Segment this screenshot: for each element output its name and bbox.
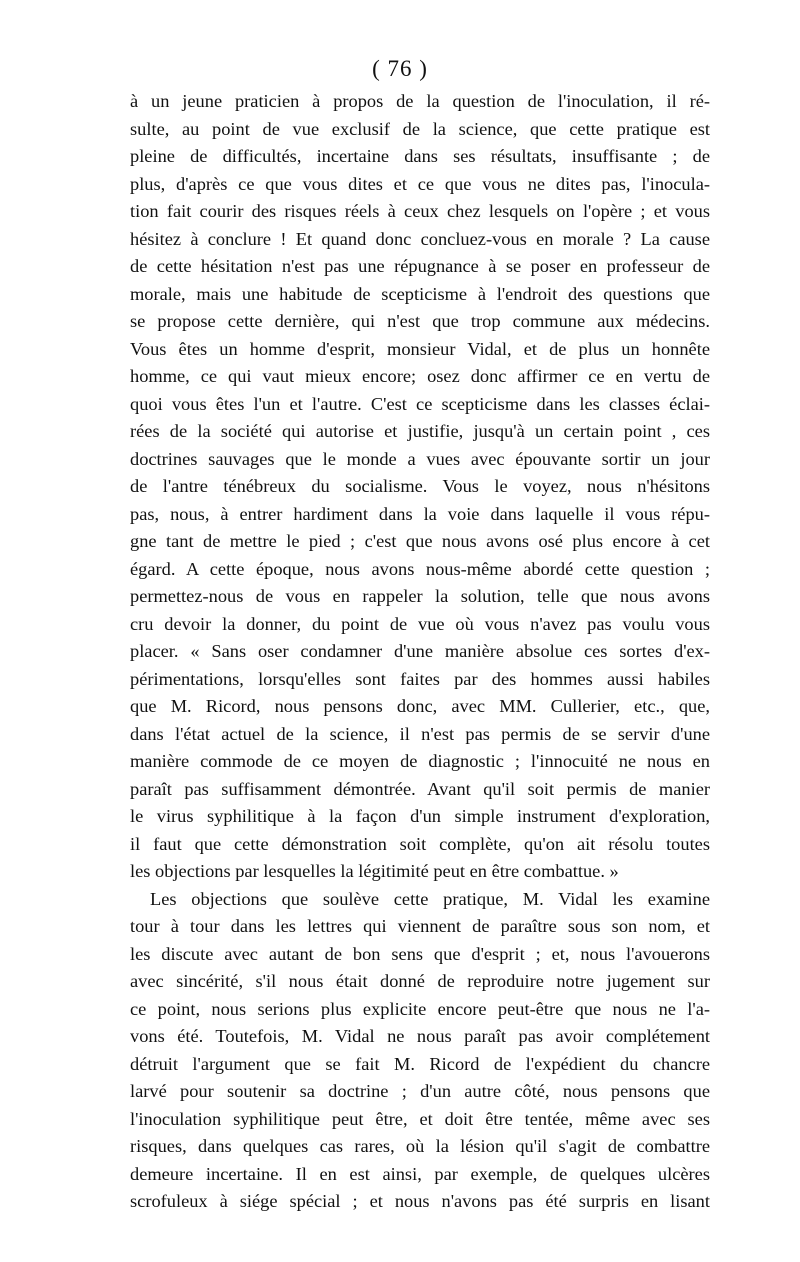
text-line: permettez-nous de vous en rappeler la solution, telle que nous avons	[130, 586, 710, 606]
text-line: de l'antre ténébreux du socialisme. Vous le voyez, nous n'hésitons	[130, 476, 710, 496]
text-line: le virus syphilitique à la façon d'un simple instrument d'exploration,	[130, 806, 710, 826]
page-number: ( 76 )	[372, 56, 428, 81]
text-line: détruit l'argument que se fait M. Ricord de l'expédient du chancre	[130, 1053, 710, 1074]
text-line: égard. A cette époque, nous avons nous-même abordé cette question ;	[130, 558, 710, 579]
text-line: larvé pour soutenir sa doctrine ; d'un autre côté, nous pensons que	[130, 1081, 710, 1101]
text-line: tour à tour dans les lettres qui viennent de paraître sous son nom, et	[130, 916, 710, 936]
text-line: avec sincérité, s'il nous était donné de reproduire notre jugement sur	[130, 971, 710, 991]
text-line: à un jeune praticien à propos de la question de l'inoculation, il ré-	[130, 91, 710, 111]
text-line: il faut que cette démonstration soit complète, qu'on ait résolu toutes	[130, 833, 710, 854]
text-line: quoi vous êtes l'un et l'autre. C'est ce scepticisme dans les classes éclai-	[130, 393, 710, 414]
text-line: morale, mais une habitude de scepticisme à l'endroit des questions que	[130, 283, 710, 304]
body-text	[130, 88, 710, 1216]
text-line: vons été. Toutefois, M. Vidal ne nous paraît pas avoir complétement	[130, 1026, 710, 1046]
text-line: pas, nous, à entrer hardiment dans la voie dans laquelle il vous répu-	[130, 503, 710, 524]
text-line: gne tant de mettre le pied ; c'est que nous avons osé plus encore à cet	[130, 531, 710, 551]
text-line: l'inoculation syphilitique peut être, et doit être tentée, même avec ses	[130, 1108, 710, 1129]
text-line: scrofuleux à siége spécial ; et nous n'avons pas été surpris en lisant	[130, 1191, 710, 1211]
text-line: risques, dans quelques cas rares, où la lésion qu'il s'agit de combattre	[130, 1136, 710, 1156]
text-line: homme, ce qui vaut mieux encore; osez donc affirmer ce en vertu de	[130, 366, 710, 386]
text-line: les discute avec autant de bon sens que d'esprit ; et, nous l'avouerons	[130, 943, 710, 964]
text-line: périmentations, lorsqu'elles sont faites par des hommes aussi habiles	[130, 668, 710, 689]
paragraph-end-line: les objections par lesquelles la légitimité peut en être combattue. »	[130, 861, 619, 881]
text-line: dans l'état actuel de la science, il n'est pas permis de se servir d'une	[130, 723, 710, 744]
text-line: tion fait courir des risques réels à ceux chez lesquels on l'opère ; et vous	[130, 201, 710, 221]
text-line: hésitez à conclure ! Et quand donc concluez-vous en morale ? La cause	[130, 228, 710, 249]
paragraph-start-line: Les objections que soulève cette pratique, M. Vidal les examine	[150, 888, 710, 909]
text-line: plus, d'après ce que vous dites et ce que vous ne dites pas, l'inocula-	[130, 173, 710, 194]
text-line: cru devoir la donner, du point de vue où vous n'avez pas voulu vous	[130, 613, 710, 634]
text-line: placer. « Sans oser condamner d'une manière absolue ces sortes d'ex-	[130, 641, 710, 661]
text-line: manière commode de ce moyen de diagnostic ; l'innocuité ne nous en	[130, 751, 710, 771]
text-line: doctrines sauvages que le monde a vues avec épouvante sortir un jour	[130, 448, 710, 469]
text-line: de cette hésitation n'est pas une répugnance à se poser en professeur de	[130, 256, 710, 276]
text-line: ce point, nous serions plus explicite encore peut-être que nous ne l'a-	[130, 998, 710, 1019]
text-line: demeure incertaine. Il en est ainsi, par exemple, de quelques ulcères	[130, 1163, 710, 1184]
text-line: que M. Ricord, nous pensons donc, avec MM. Cullerier, etc., que,	[130, 696, 710, 716]
text-line: se propose cette dernière, qui n'est que trop commune aux médecins.	[130, 311, 710, 331]
text-line: paraît pas suffisamment démontrée. Avant qu'il soit permis de manier	[130, 778, 710, 799]
text-line: rées de la société qui autorise et justifie, jusqu'à un certain point , ces	[130, 421, 710, 441]
text-line: pleine de difficultés, incertaine dans ses résultats, insuffisante ; de	[130, 146, 710, 166]
text-line: Vous êtes un homme d'esprit, monsieur Vidal, et de plus un honnête	[130, 338, 710, 359]
text-line: sulte, au point de vue exclusif de la science, que cette pratique est	[130, 118, 710, 139]
